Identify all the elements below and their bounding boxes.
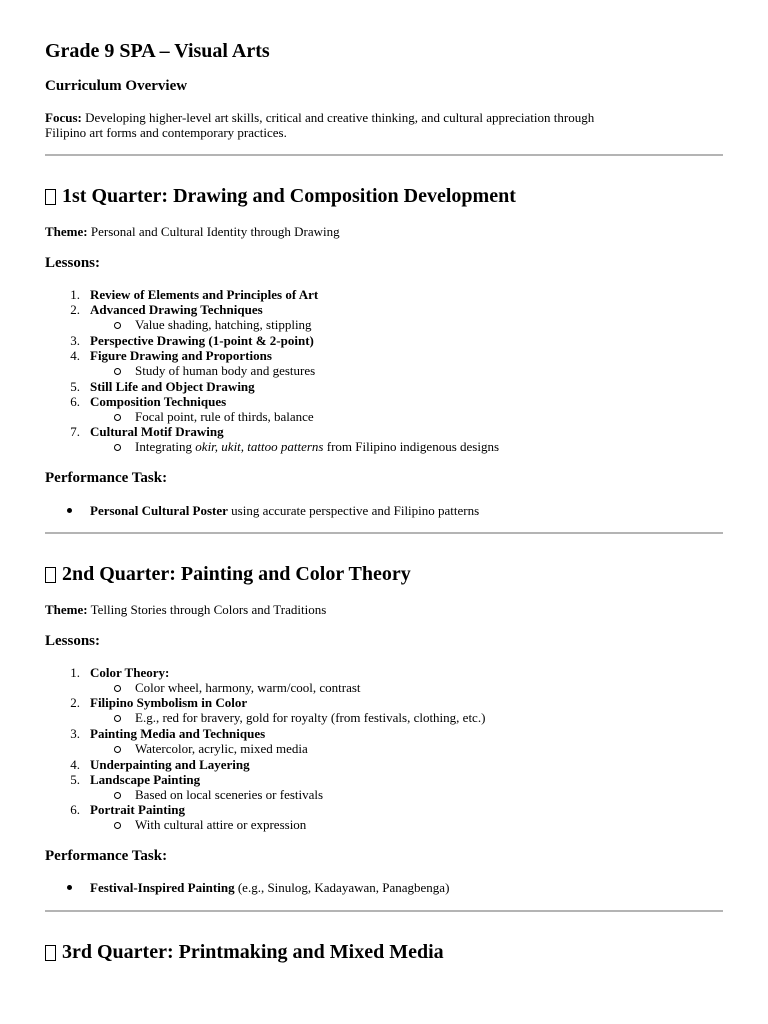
list-number: 3. <box>70 333 80 348</box>
list-item: Figure Drawing and Proportions <box>90 348 272 363</box>
missing-glyph-icon <box>45 945 56 961</box>
list-item: Portrait Painting <box>90 802 185 817</box>
circle-bullet-icon <box>114 746 121 753</box>
q2-theme <box>45 602 326 617</box>
bullet-icon <box>67 508 72 513</box>
q1-lesson-list <box>45 287 765 457</box>
list-item: Color Theory: <box>90 665 170 680</box>
q2-task-text: (e.g., Sinulog, Kadayawan, Panagbenga) <box>234 880 450 895</box>
focus-label: Focus: <box>45 110 82 125</box>
missing-glyph-icon <box>45 189 56 205</box>
divider <box>45 532 723 534</box>
list-number: 3. <box>70 726 80 741</box>
list-number: 7. <box>70 424 80 439</box>
q1-task-label: Performance Task: <box>45 470 168 486</box>
sub-item: With cultural attire or expression <box>135 817 307 832</box>
q1-task-title: Personal Cultural Poster <box>90 503 228 518</box>
list-number: 1. <box>70 287 80 302</box>
overview-heading: Curriculum Overview <box>45 78 188 94</box>
q1-heading-text: 1st Quarter: Drawing and Composition Development <box>62 185 516 207</box>
sub-item: E.g., red for bravery, gold for royalty (from festivals, clothing, etc.) <box>135 710 486 725</box>
sub-item: Study of human body and gestures <box>135 363 316 378</box>
circle-bullet-icon <box>114 792 121 799</box>
list-number: 6. <box>70 802 80 817</box>
circle-bullet-icon <box>114 444 121 451</box>
focus-line-2: Filipino art forms and contemporary practices. <box>45 125 287 140</box>
bullet-icon <box>67 885 72 890</box>
sub-item: Focal point, rule of thirds, balance <box>135 409 314 424</box>
list-number: 2. <box>70 302 80 317</box>
q2-task <box>90 880 449 895</box>
focus-line-1 <box>45 110 594 125</box>
list-item: Underpainting and Layering <box>90 757 250 772</box>
circle-bullet-icon <box>114 822 121 829</box>
q1-task-text: using accurate perspective and Filipino patterns <box>227 503 480 518</box>
sub-item: Value shading, hatching, stippling <box>135 317 312 332</box>
list-item: Landscape Painting <box>90 772 201 787</box>
circle-bullet-icon <box>114 322 121 329</box>
q3-heading-text: 3rd Quarter: Printmaking and Mixed Media <box>62 941 444 963</box>
q1-lessons-label: Lessons: <box>45 255 101 271</box>
q2-task-title: Festival-Inspired Painting <box>90 880 235 895</box>
list-number: 2. <box>70 695 80 710</box>
sub-item-post: from Filipino indigenous designs <box>323 439 499 454</box>
q2-task-label: Performance Task: <box>45 848 168 864</box>
q1-theme-label: Theme: <box>45 224 88 239</box>
list-number: 5. <box>70 772 80 787</box>
q2-heading <box>45 563 411 586</box>
q2-lesson-list <box>45 665 765 835</box>
list-item: Filipino Symbolism in Color <box>90 695 248 710</box>
q2-theme-text: Telling Stories through Colors and Traditions <box>87 602 327 617</box>
q1-theme <box>45 224 340 239</box>
sub-item: Color wheel, harmony, warm/cool, contrast <box>135 680 361 695</box>
q1-theme-text: Personal and Cultural Identity through Drawing <box>87 224 340 239</box>
divider <box>45 154 723 156</box>
focus-text-1: Developing higher-level art skills, critical and creative thinking, and cultural appreciation through <box>81 110 595 125</box>
missing-glyph-icon <box>45 567 56 583</box>
list-item: Painting Media and Techniques <box>90 726 266 741</box>
list-number: 4. <box>70 757 80 772</box>
circle-bullet-icon <box>114 685 121 692</box>
list-item: Advanced Drawing Techniques <box>90 302 263 317</box>
q1-task <box>90 503 479 518</box>
sub-item: Based on local sceneries or festivals <box>135 787 324 802</box>
list-number: 6. <box>70 394 80 409</box>
q3-heading <box>45 941 444 964</box>
list-item: Cultural Motif Drawing <box>90 424 224 439</box>
circle-bullet-icon <box>114 414 121 421</box>
page-title: Grade 9 SPA – Visual Arts <box>45 40 270 62</box>
q2-theme-label: Theme: <box>45 602 88 617</box>
q2-heading-text: 2nd Quarter: Painting and Color Theory <box>62 563 411 585</box>
circle-bullet-icon <box>114 368 121 375</box>
list-number: 5. <box>70 379 80 394</box>
list-item: Review of Elements and Principles of Art <box>90 287 319 302</box>
sub-item: Watercolor, acrylic, mixed media <box>135 741 308 756</box>
sub-item-pre: Integrating <box>135 439 196 454</box>
divider <box>45 910 723 912</box>
list-item: Composition Techniques <box>90 394 227 409</box>
list-number: 1. <box>70 665 80 680</box>
circle-bullet-icon <box>114 715 121 722</box>
sub-item-italic: okir, ukit, tattoo patterns <box>195 439 324 454</box>
list-number: 4. <box>70 348 80 363</box>
list-item: Still Life and Object Drawing <box>90 379 255 394</box>
sub-item <box>135 439 499 454</box>
q2-lessons-label: Lessons: <box>45 633 101 649</box>
q1-heading <box>45 185 516 208</box>
list-item: Perspective Drawing (1-point & 2-point) <box>90 333 314 348</box>
